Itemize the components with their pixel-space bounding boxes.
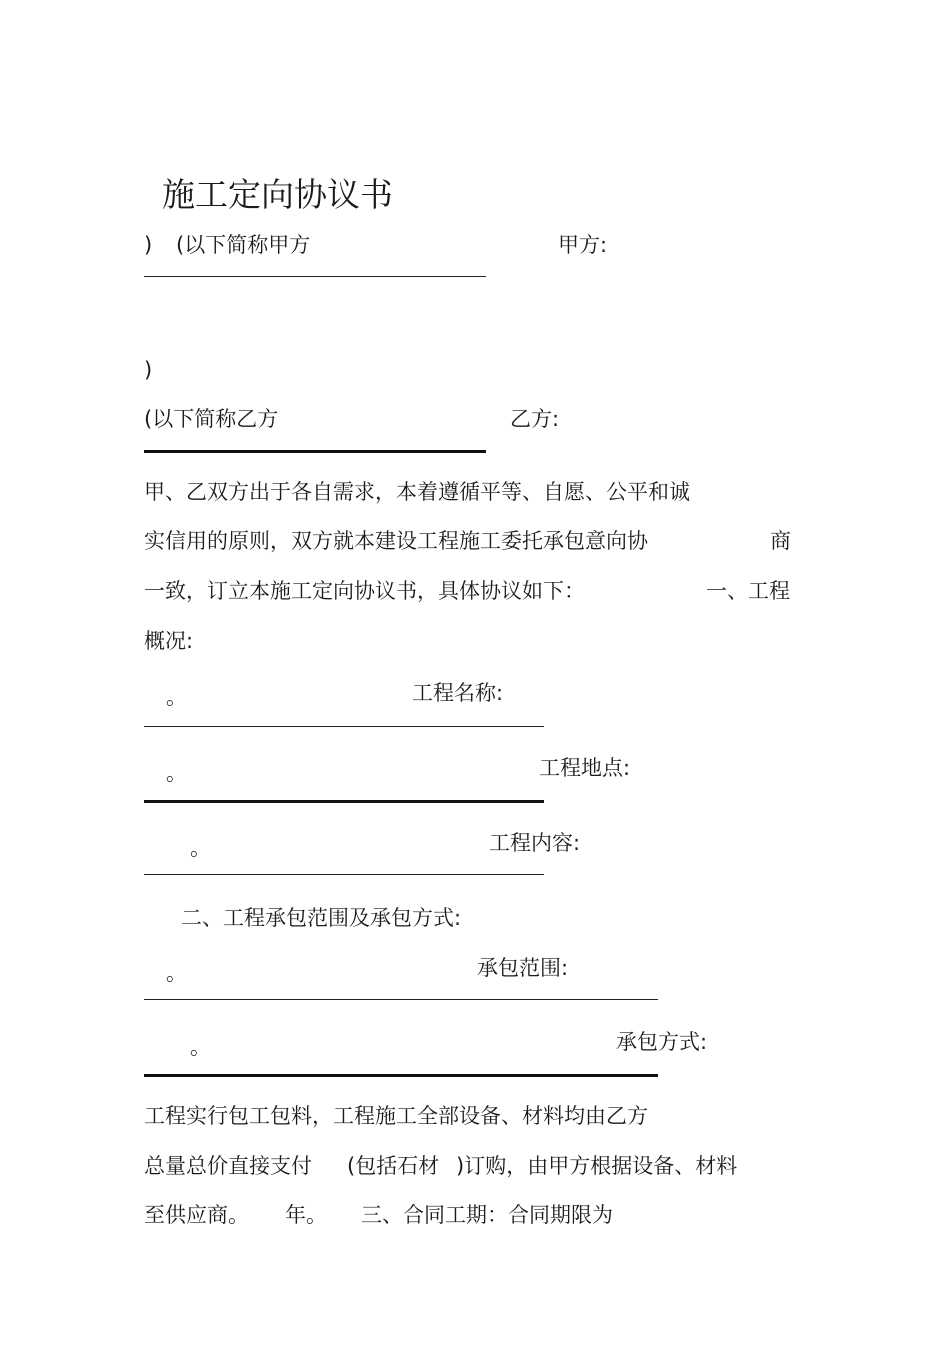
party-a-blank-line bbox=[144, 276, 486, 277]
party-a-label: 甲方: bbox=[558, 233, 608, 257]
intro-line-2: 实信用的原则，双方就本建设工程施工委托承包意向协 bbox=[144, 529, 648, 553]
intro-line-2-tail: 商 bbox=[770, 529, 791, 553]
body-line-3-c: 三、合同工期：合同期限为 bbox=[361, 1203, 613, 1227]
body-line-1: 工程实行包工包料，工程施工全部设备、材料均由乙方 bbox=[144, 1104, 648, 1128]
party-b-blank-line bbox=[144, 450, 486, 453]
body-line-3-a: 至供应商。 bbox=[144, 1203, 249, 1227]
project-name-end-mark: 。 bbox=[166, 685, 187, 709]
method-label: 承包方式: bbox=[616, 1030, 708, 1054]
scope-label: 承包范围: bbox=[477, 956, 569, 980]
project-content-end-mark: 。 bbox=[190, 836, 211, 860]
party-b-paren: ) bbox=[144, 358, 153, 382]
party-a-alias-note: (以下简称甲方 bbox=[176, 233, 311, 257]
intro-line-3: 一致，订立本施工定向协议书，具体协议如下： bbox=[144, 579, 585, 603]
project-location-blank-line bbox=[144, 800, 544, 803]
intro-line-4: 概况: bbox=[144, 629, 194, 653]
project-location-label: 工程地点: bbox=[539, 756, 631, 780]
intro-line-1: 甲、乙双方出于各自需求，本着遵循平等、自愿、公平和诚 bbox=[144, 480, 690, 504]
project-name-blank-line bbox=[144, 726, 544, 727]
scope-blank-line bbox=[144, 999, 658, 1000]
intro-line-3-tail: 一、工程 bbox=[706, 579, 790, 603]
section-2-heading: 二、工程承包范围及承包方式: bbox=[181, 906, 462, 930]
project-location-end-mark: 。 bbox=[166, 761, 187, 785]
project-content-blank-line bbox=[144, 874, 544, 875]
body-line-2-a: 总量总价直接支付 bbox=[144, 1154, 312, 1178]
method-blank-line bbox=[144, 1074, 658, 1077]
party-b-label: 乙方: bbox=[510, 407, 560, 431]
project-name-label: 工程名称: bbox=[412, 681, 504, 705]
method-end-mark: 。 bbox=[190, 1035, 211, 1059]
project-content-label: 工程内容: bbox=[489, 831, 581, 855]
party-a-paren: ) bbox=[144, 233, 153, 257]
body-line-2-c: )订购，由甲方根据设备、材料 bbox=[456, 1154, 738, 1178]
body-line-2-b: (包括石材 bbox=[347, 1154, 440, 1178]
scope-end-mark: 。 bbox=[166, 961, 187, 985]
party-b-alias-note: (以下简称乙方 bbox=[144, 407, 279, 431]
body-line-3-b: 年。 bbox=[285, 1203, 327, 1227]
document-title: 施工定向协议书 bbox=[162, 175, 393, 214]
